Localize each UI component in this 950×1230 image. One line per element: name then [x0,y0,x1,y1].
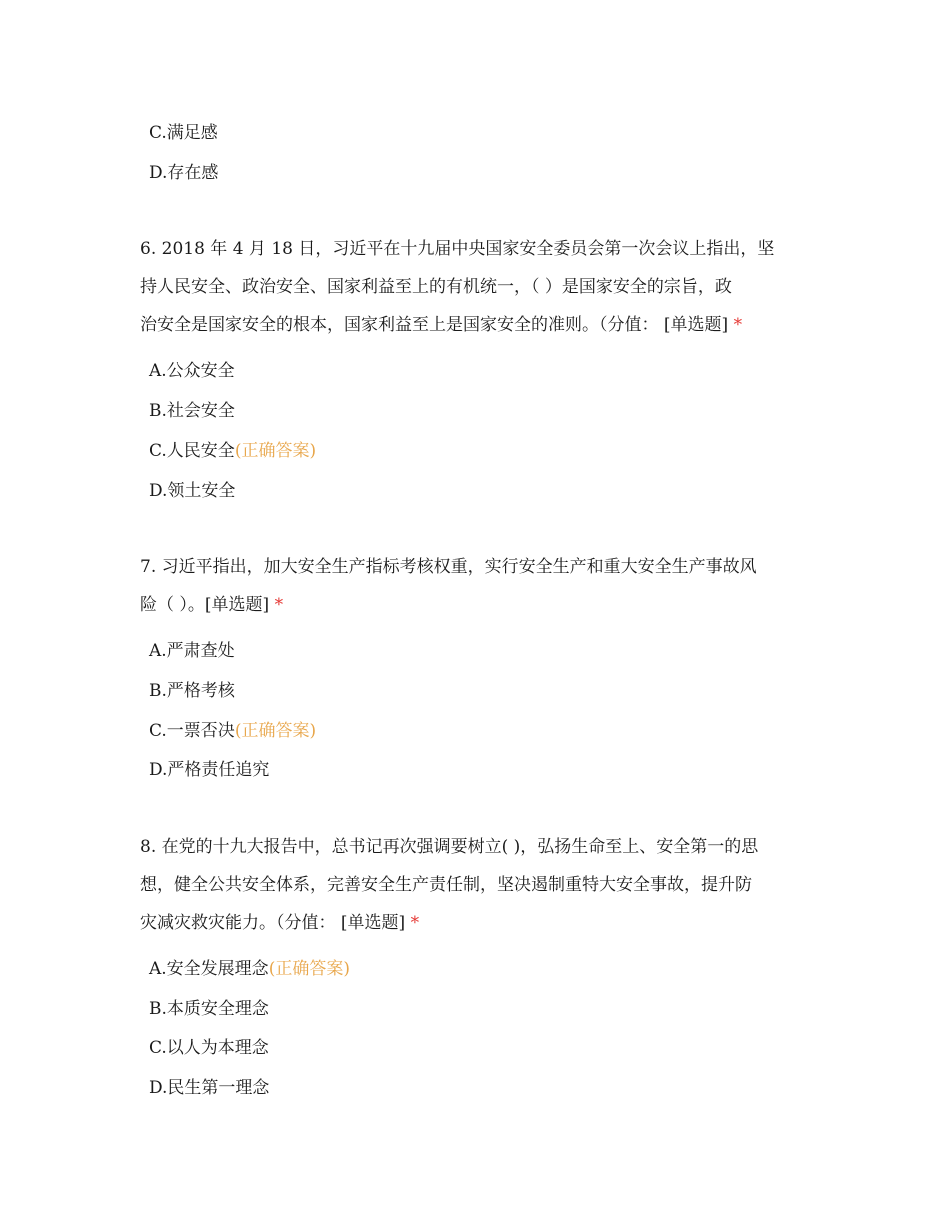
option-text: A.公众安全 [149,361,235,381]
q8-option-a [149,958,350,980]
option-text: D.民生第一理念 [149,1078,270,1098]
q6-text-line-3 [140,314,830,336]
option-text: C.满足感 [149,123,218,143]
option-text: B.严格考核 [149,681,235,701]
q7-option-c [149,720,316,742]
q8-option-d [149,1077,269,1099]
q8-option-b [149,998,269,1020]
option-text: B.本质安全理念 [149,999,269,1019]
option-text: C.以人为本理念 [149,1038,269,1058]
q6-option-d [149,480,235,502]
option-text: C.人民安全 [149,441,235,461]
q7-option-a [149,640,235,662]
q8-text-line-2: 想，健全公共安全体系，完善安全生产责任制，坚决遏制重特大安全事故，提升防 [140,875,752,895]
q8-text-line-3 [140,912,830,934]
q5-option-c [149,122,218,144]
q6-option-c [149,440,316,462]
correct-answer-tag: (正确答案) [234,721,317,741]
option-text: D.严格责任追究 [149,760,270,780]
correct-answer-tag: (正确答案) [268,959,350,979]
option-text: D.领土安全 [149,481,236,501]
option-text: A.严肃查处 [149,641,235,661]
q7-text-line-2 [140,594,830,616]
correct-answer-tag: (正确答案) [234,441,317,461]
q6-text-line-1: 6. 2018 年 4 月 18 日，习近平在十九届中央国家安全委员会第一次会议上指出，坚 [140,239,775,259]
q6-option-a [149,360,235,382]
required-mark: * [733,315,743,335]
required-mark: * [274,595,284,615]
q7-text-line-1: 7. 习近平指出，加大安全生产指标考核权重，实行安全生产和重大安全生产事故风 [140,557,757,577]
question-text: 险（ ）。[单选题] [140,595,270,615]
option-text: A.安全发展理念 [149,959,269,979]
q6-text-line-2: 持人民安全、政治安全、国家利益至上的有机统一，（ ）是国家安全的宗旨，政 [140,277,732,297]
option-text: C.一票否决 [149,721,235,741]
q7-option-b [149,680,235,702]
q7-option-d [149,759,269,781]
required-mark: * [410,913,420,933]
option-text: B.社会安全 [149,401,235,421]
q6-option-b [149,400,235,422]
question-text: 治安全是国家安全的根本，国家利益至上是国家安全的准则。（分值： [单选题] [140,315,729,335]
q5-option-d [149,162,218,184]
q8-text-line-1: 8. 在党的十九大报告中，总书记再次强调要树立( )，弘扬生命至上、安全第一的思 [140,837,759,857]
option-text: D.存在感 [149,163,219,183]
q8-option-c [149,1037,269,1059]
question-text: 灾减灾救灾能力。（分值： [单选题] [140,913,406,933]
